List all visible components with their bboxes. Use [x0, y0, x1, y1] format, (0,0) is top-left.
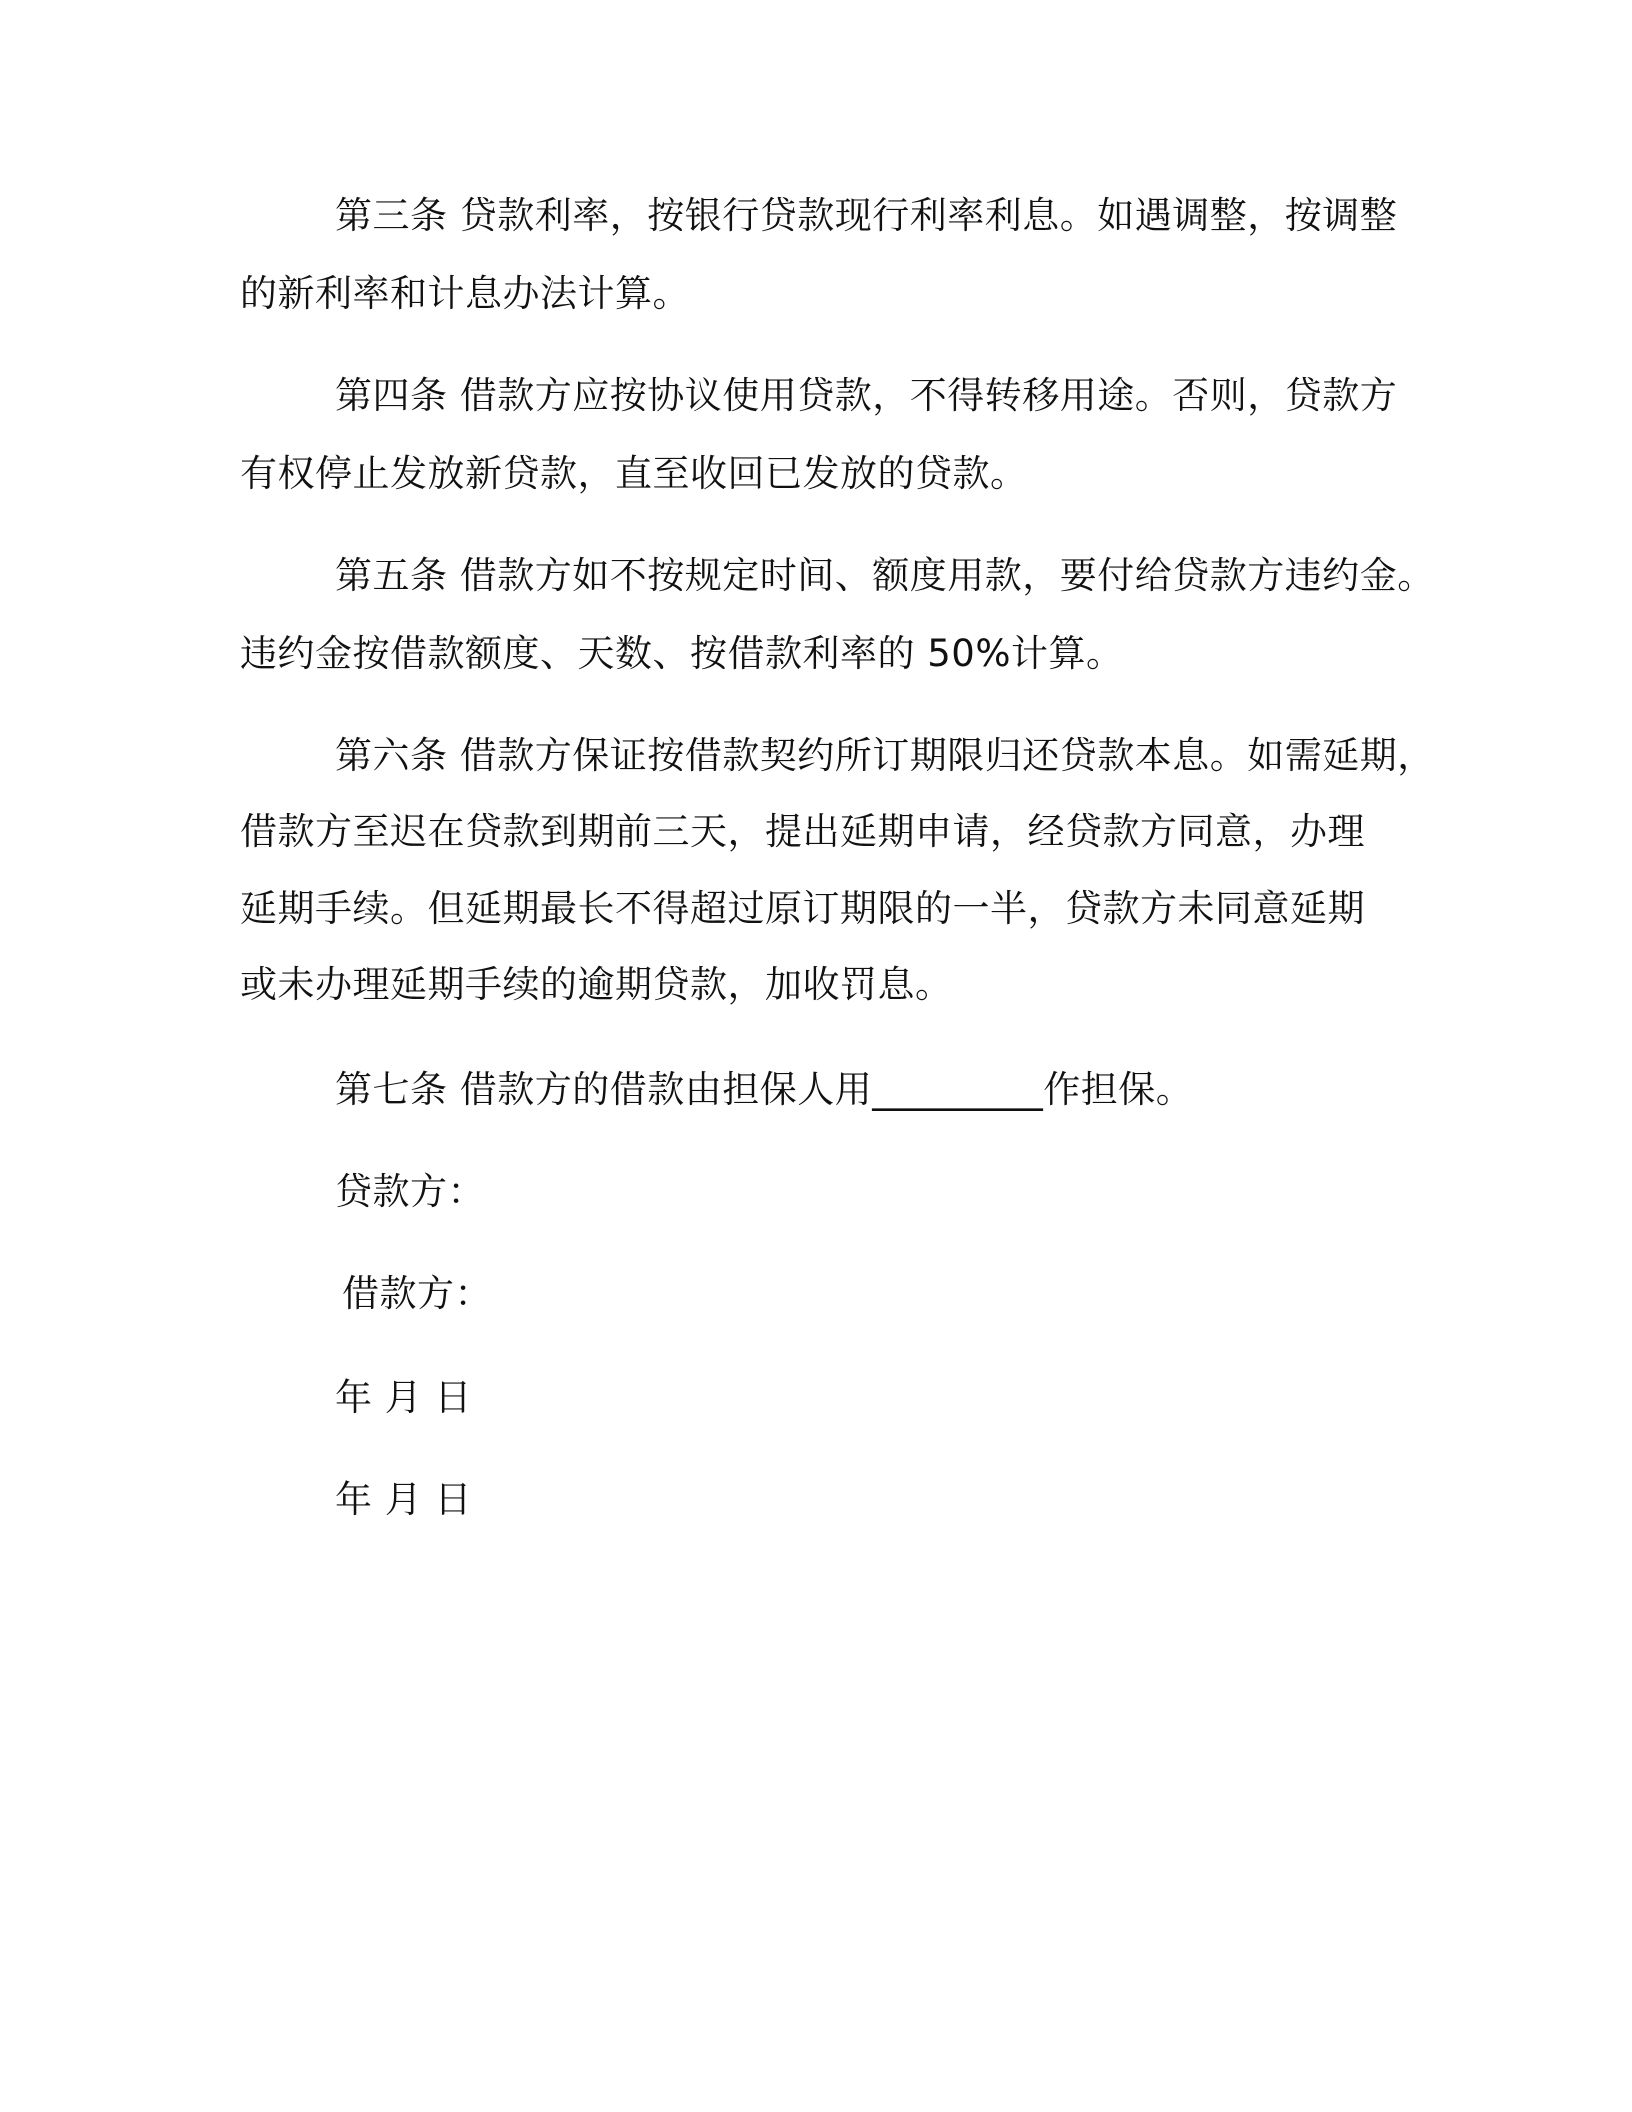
borrower-signature-label: 借款方： [342, 1272, 492, 1315]
article-5-line-1: 第五条 借款方如不按规定时间、额度用款，要付给贷款方违约金。 [335, 554, 1435, 597]
article-5-line-2: 违约金按借款额度、天数、按借款利率的 50%计算。 [240, 632, 1124, 675]
article-6-line-2: 借款方至迟在贷款到期前三天，提出延期申请，经贷款方同意，办理 [240, 810, 1365, 853]
article-4-line-1: 第四条 借款方应按协议使用贷款，不得转移用途。否则，贷款方 [335, 374, 1398, 417]
article-7-line-1: 第七条 借款方的借款由担保人用_________作担保。 [335, 1068, 1194, 1111]
article-6-line-1: 第六条 借款方保证按借款契约所订期限归还贷款本息。如需延期， [335, 734, 1435, 777]
article-3-line-1: 第三条 贷款利率，按银行贷款现行利率利息。如遇调整，按调整 [335, 194, 1398, 237]
article-3-line-2: 的新利率和计息办法计算。 [240, 272, 690, 315]
article-6-line-4: 或未办理延期手续的逾期贷款，加收罚息。 [240, 963, 953, 1006]
date-line-2: 年 月 日 [335, 1478, 473, 1521]
article-4-line-2: 有权停止发放新贷款，直至收回已发放的贷款。 [240, 452, 1028, 495]
article-6-line-3: 延期手续。但延期最长不得超过原订期限的一半，贷款方未同意延期 [240, 887, 1365, 930]
date-line-1: 年 月 日 [335, 1376, 473, 1419]
lender-signature-label: 贷款方： [335, 1170, 485, 1213]
